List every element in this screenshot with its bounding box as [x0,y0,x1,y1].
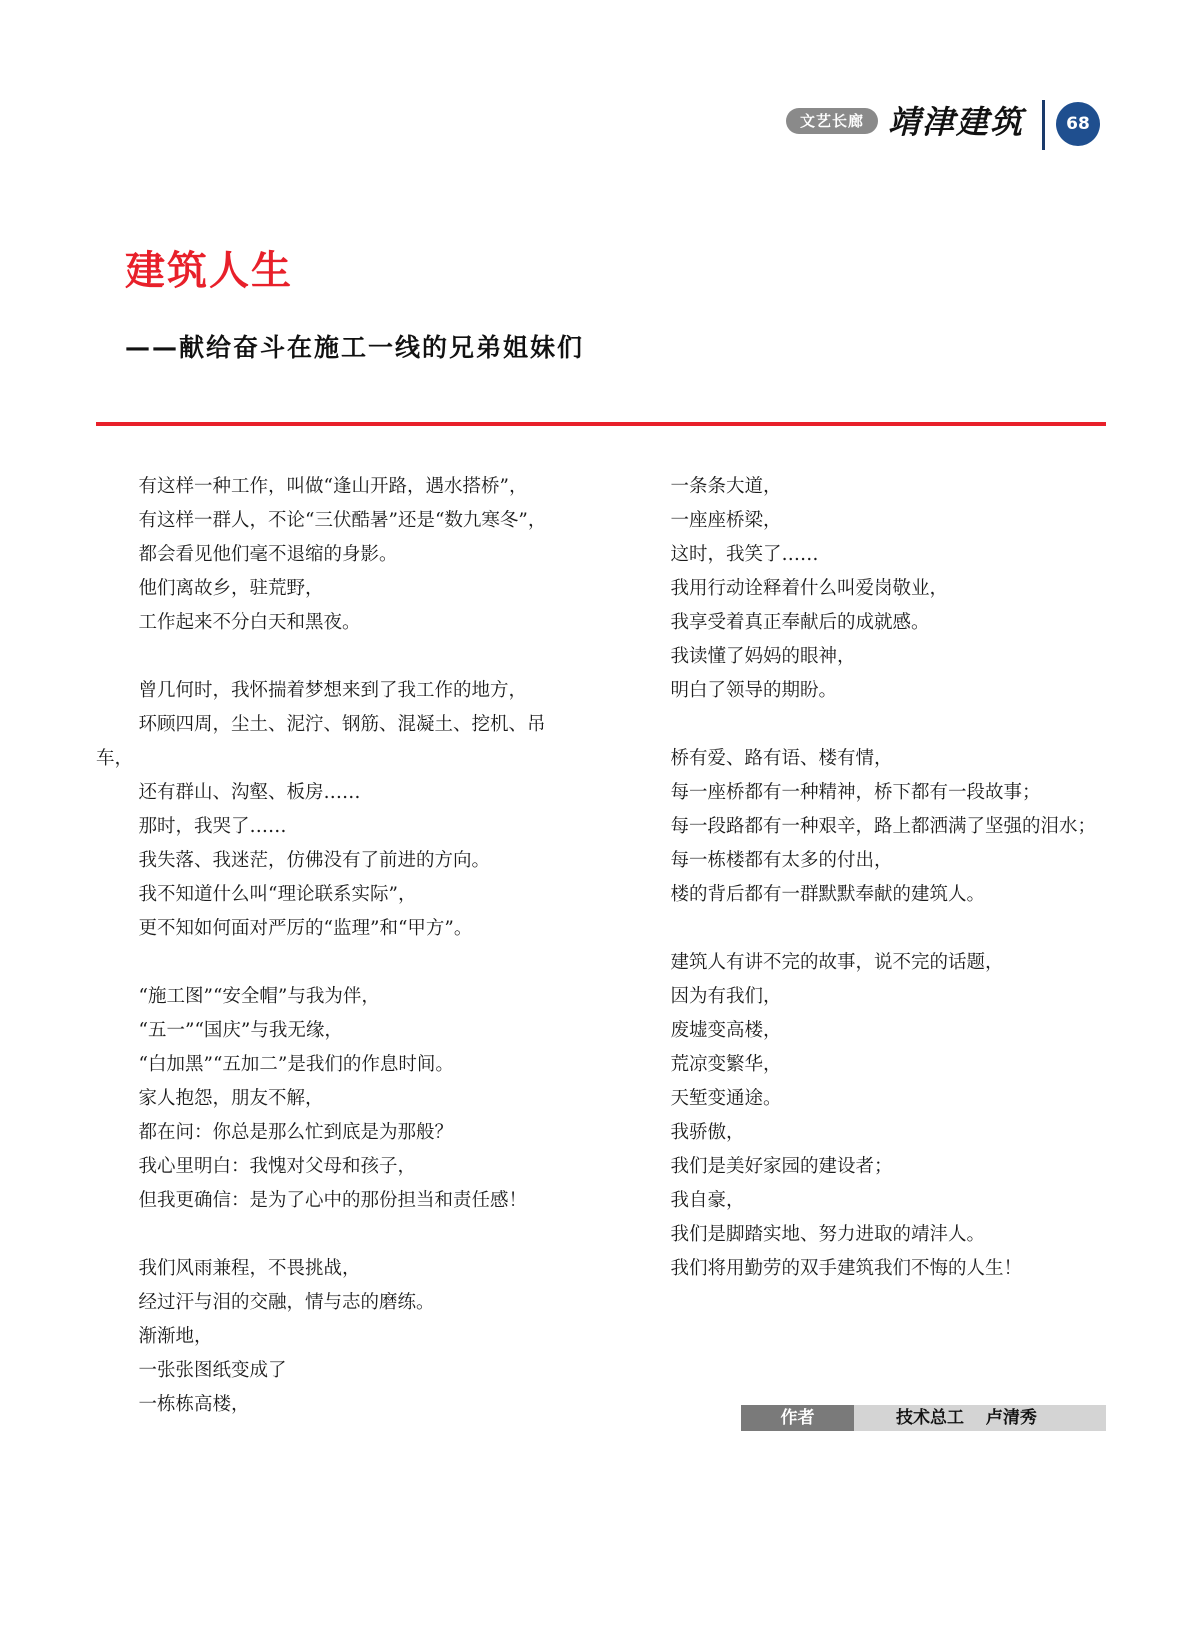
author-label: 作者 [741,1405,854,1431]
poem-line: 我们风雨兼程，不畏挑战， [138,1258,361,1279]
article-subtitle: ——献给奋斗在施工一线的兄弟姐妹们 [125,333,585,362]
poem-line: “白加黑”“五加二”是我们的作息时间。 [138,1054,454,1075]
poem-line: 但我更确信：是为了心中的那份担当和责任感！ [138,1190,528,1211]
poem-line: 我不知道什么叫“理论联系实际”， [138,884,417,905]
poem-line: 都在问：你总是那么忙到底是为那般？ [138,1122,454,1143]
poem-stanza [96,980,581,1218]
poem-stanza [96,470,581,640]
poem-line: 家人抱怨，朋友不解， [138,1088,324,1109]
poem-line: 废墟变高楼， [670,1020,782,1041]
poem-line: 桥有爱、路有语、楼有情， [670,748,893,769]
poem-line: 工作起来不分白天和黑夜。 [138,612,361,633]
poem-line: 我自豪， [670,1190,745,1211]
poem-line: 天堑变通途。 [670,1088,782,1109]
article-title: 建筑人生 [125,248,293,294]
author-name: 技术总工 卢清秀 [854,1405,1106,1431]
page-number: 68 [1056,102,1100,146]
poem-line: 因为有我们， [670,986,782,1007]
poem-line: 我享受着真正奉献后的成就感。 [670,612,930,633]
poem-line: “五一”“国庆”与我无缘， [138,1020,343,1041]
poem-line: 还有群山、沟壑、板房…… [138,782,361,803]
poem-stanza [628,946,1106,1286]
poem-line: 每一段路都有一种艰辛，路上都洒满了坚强的泪水； [670,816,1097,837]
poem-line: 一条条大道， [670,476,782,497]
poem-line: 一张张图纸变成了 [138,1360,287,1381]
magazine-logo: 靖津建筑 [888,103,1025,141]
poem-line: 渐渐地， [138,1326,213,1347]
poem-left-column [96,470,581,1456]
poem-line: 我们是脚踏实地、努力进取的靖沣人。 [670,1224,986,1245]
poem-line: 有这样一群人，不论“三伏酷暑”还是“数九寒冬”， [138,510,547,531]
poem-line: 环顾四周，尘土、泥泞、钢筋、混凝土、挖机、吊车， [96,714,546,769]
poem-line: 更不知如何面对严厉的“监理”和“甲方”。 [138,918,473,939]
poem-line: 我失落、我迷茫，仿佛没有了前进的方向。 [138,850,491,871]
poem-line: “施工图”“安全帽”与我为伴， [138,986,380,1007]
poem-line: 我们将用勤劳的双手建筑我们不悔的人生！ [670,1258,1023,1279]
poem-line: 我心里明白：我愧对父母和孩子， [138,1156,417,1177]
poem-line: 每一栋楼都有太多的付出， [670,850,893,871]
poem-right-column [628,470,1106,1320]
poem-stanza [96,1252,581,1422]
poem-stanza [628,470,1106,708]
poem-line: 建筑人有讲不完的故事，说不完的话题， [670,952,1004,973]
poem-line: 一座座桥梁， [670,510,782,531]
poem-stanza [628,742,1106,912]
poem-line: 他们离故乡，驻荒野， [138,578,324,599]
poem-line: 我读懂了妈妈的眼神， [670,646,856,667]
poem-line: 荒凉变繁华， [670,1054,782,1075]
poem-line: 我骄傲， [670,1122,745,1143]
poem-line: 这时，我笑了…… [670,544,819,565]
poem-line: 楼的背后都有一群默默奉献的建筑人。 [670,884,986,905]
poem-stanza [96,674,581,946]
poem-line: 明白了领导的期盼。 [670,680,838,701]
header-divider [1042,100,1045,150]
poem-line: 每一座桥都有一种精神，桥下都有一段故事； [670,782,1041,803]
title-divider [96,422,1106,426]
poem-line: 有这样一种工作，叫做“逢山开路，遇水搭桥”， [138,476,528,497]
page-header [780,98,1110,154]
poem-line: 都会看见他们毫不退缩的身影。 [138,544,398,565]
author-byline [741,1405,1106,1431]
poem-line: 我用行动诠释着什么叫爱岗敬业， [670,578,949,599]
section-badge: 文艺长廊 [786,108,878,134]
poem-line: 曾几何时，我怀揣着梦想来到了我工作的地方， [138,680,528,701]
poem-line: 我们是美好家园的建设者； [670,1156,893,1177]
poem-line: 一栋栋高楼， [138,1394,250,1415]
poem-line: 那时，我哭了…… [138,816,287,837]
poem-line: 经过汗与泪的交融，情与志的磨练。 [138,1292,435,1313]
